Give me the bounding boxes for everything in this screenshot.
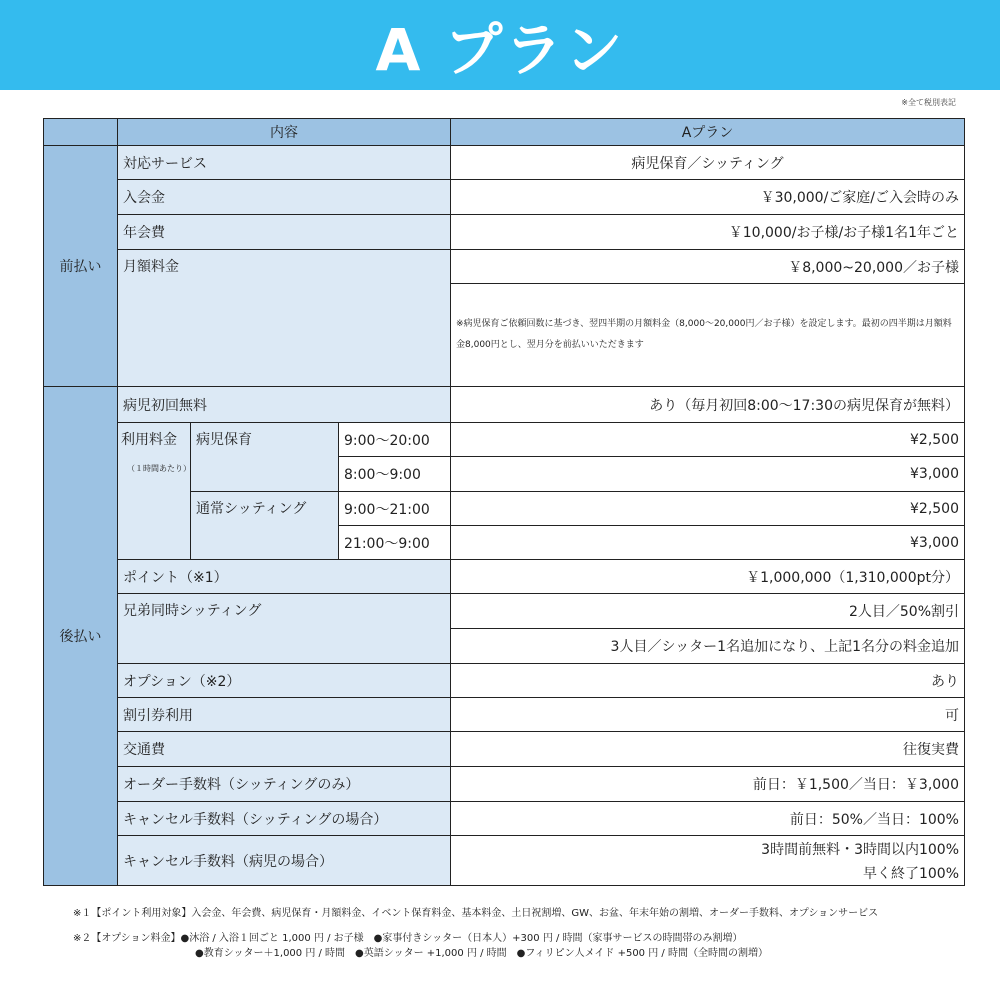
row-value: ￥8,000~20,000／お子様: [451, 250, 965, 284]
row-label: 入会金: [118, 180, 451, 215]
row-label: 兄弟同時シッティング: [118, 594, 451, 664]
header-blank: [44, 119, 118, 146]
category-sick-care: 病児保育: [191, 423, 339, 492]
header-content: 内容: [118, 119, 451, 146]
title-banner: [0, 0, 1000, 90]
row-value: 前日：50%／当日：100%: [451, 802, 965, 836]
row-label: 月額料金: [118, 250, 451, 387]
usage-fee-title: 利用料金: [121, 432, 177, 448]
tax-note: ※全て税別表記: [901, 98, 956, 107]
row-value: 3人目／シッター1名追加になり、上記1名分の料金追加: [451, 629, 965, 664]
row-value: 3時間前無料・3時間以内100%: [451, 836, 965, 862]
row-value: ￥30,000/ご家庭/ご入会時のみ: [451, 180, 965, 215]
row-value: ￥10,000/お子様/お子様1名1年ごと: [451, 215, 965, 250]
row-label: キャンセル手数料（病児の場合）: [118, 836, 451, 886]
footnote-2-line-1: ※２【オプション料金】●沐浴 / 入浴１回ごと 1,000 円 / お子様 ●家事付きシッター（日本人）+300 円 / 時間（家事サービスの時間帯のみ割増）: [73, 933, 743, 944]
row-value: 可: [451, 698, 965, 732]
usage-fee-sublabel: （１時間あたり）: [127, 464, 191, 473]
row-label: ポイント（※1）: [118, 560, 451, 594]
price: ¥2,500: [451, 492, 965, 526]
group-prepay: 前払い: [44, 146, 118, 387]
time-slot: 8:00～9:00: [339, 457, 451, 492]
time-slot: 9:00～20:00: [339, 423, 451, 457]
row-label: 割引券利用: [118, 698, 451, 732]
row-value: 往復実費: [451, 732, 965, 767]
usage-fee-label: [118, 423, 191, 560]
row-label: キャンセル手数料（シッティングの場合）: [118, 802, 451, 836]
group-postpay: 後払い: [44, 387, 118, 886]
footnote-1: ※１【ポイント利用対象】入会金、年会費、病児保育・月額料金、イベント保育料金、基本料金、土日祝割増、GW、お盆、年末年始の割増、オーダー手数料、オプションサービス: [73, 908, 879, 919]
row-value: あり: [451, 664, 965, 698]
row-label: 年会費: [118, 215, 451, 250]
row-label: オーダー手数料（シッティングのみ）: [118, 767, 451, 802]
price: ¥3,000: [451, 526, 965, 560]
monthly-fee-note: ※病児保育ご依頼回数に基づき、翌四半期の月額料金（8,000～20,000円／お子様）を設定します。最初の四半期は月額料金8,000円とし、翌月分を前払いいただきます: [451, 284, 965, 387]
row-label: 交通費: [118, 732, 451, 767]
row-label: 病児初回無料: [118, 387, 451, 423]
plan-table: [43, 118, 965, 886]
header-plan: Aプラン: [451, 119, 965, 146]
category-sitting: 通常シッティング: [191, 492, 339, 560]
row-label: オプション（※2）: [118, 664, 451, 698]
row-value: 前日：￥1,500／当日：￥3,000: [451, 767, 965, 802]
time-slot: 9:00～21:00: [339, 492, 451, 526]
row-value: あり（毎月初回8:00～17:30の病児保育が無料）: [451, 387, 965, 423]
price: ¥2,500: [451, 423, 965, 457]
row-value: ￥1,000,000（1,310,000pt分）: [451, 560, 965, 594]
row-value: 病児保育／シッティング: [451, 146, 965, 180]
footnote-2-line-2: ●教育シッター＋1,000 円 / 時間 ●英語シッター +1,000 円 / 時間 ●フィリピン人メイド +500 円 / 時間（全時間の割増）: [195, 948, 768, 959]
row-value: 2人目／50%割引: [451, 594, 965, 629]
time-slot: 21:00～9:00: [339, 526, 451, 560]
footnotes: [73, 906, 878, 961]
price: ¥3,000: [451, 457, 965, 492]
page-title: A プラン: [375, 16, 625, 84]
row-label: 対応サービス: [118, 146, 451, 180]
row-value: 早く終了100%: [451, 862, 965, 886]
